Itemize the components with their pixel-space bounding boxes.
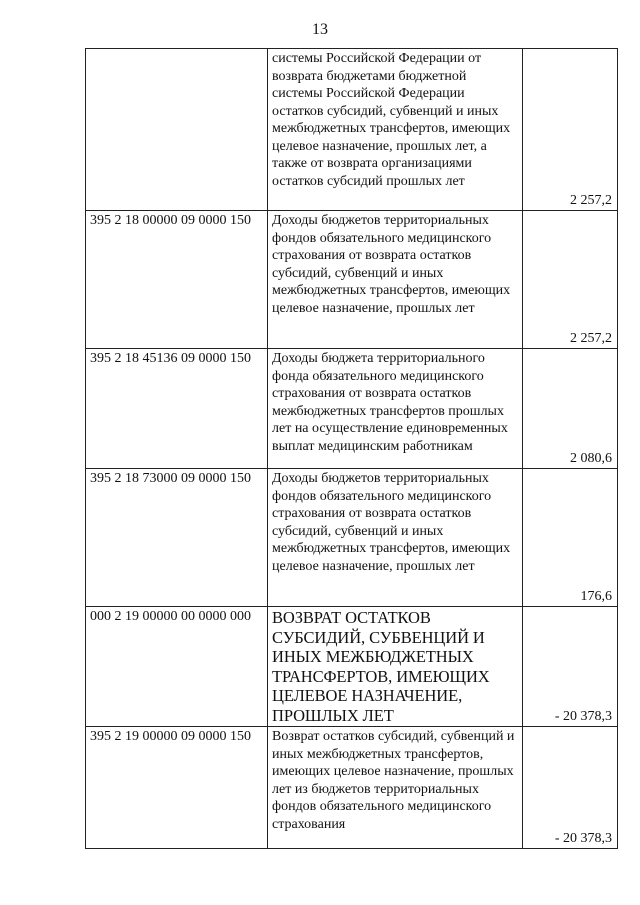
revenue-name — [268, 727, 523, 849]
revenue-name-text: ВОЗВРАТ ОСТАТКОВ СУБСИДИЙ, СУБВЕНЦИЙ И ИНЫХ МЕЖБЮДЖЕТНЫХ ТРАНСФЕРТОВ, ИМЕЮЩИХ ЦЕЛЕВОЕ НАЗНАЧЕНИЕ, ПРОШЛЫХ ЛЕТ — [272, 608, 490, 725]
table-body — [86, 49, 618, 849]
amount: 176,6 — [523, 469, 618, 607]
amount: 2 080,6 — [523, 349, 618, 469]
amount: - 20 378,3 — [523, 727, 618, 849]
table-row — [86, 349, 618, 469]
revenue-name — [268, 49, 523, 211]
revenue-name-text: Доходы бюджета территориального фонда обязательного медицинского страхования от возврата остатков межбюджетных трансфертов прошлых лет на осуществление единовременных выплат медицинским работникам — [272, 351, 508, 454]
revenue-name — [268, 469, 523, 607]
budget-code — [86, 49, 268, 211]
revenue-name — [268, 349, 523, 469]
budget-code: 395 2 18 73000 09 0000 150 — [86, 469, 268, 607]
budget-code: 395 2 19 00000 09 0000 150 — [86, 727, 268, 849]
revenue-name — [268, 607, 523, 727]
revenue-name-text: Доходы бюджетов территориальных фондов обязательного медицинского страхования от возврата остатков субсидий, субвенций и иных межбюджетных трансфертов, имеющих целевое назначение, прошлых лет — [272, 213, 511, 316]
revenue-name — [268, 211, 523, 349]
budget-code: 000 2 19 00000 00 0000 000 — [86, 607, 268, 727]
budget-code: 395 2 18 45136 09 0000 150 — [86, 349, 268, 469]
amount: 2 257,2 — [523, 49, 618, 211]
table-row — [86, 469, 618, 607]
table-row — [86, 49, 618, 211]
page-number: 13 — [312, 21, 328, 38]
table-row — [86, 211, 618, 349]
table-row — [86, 727, 618, 849]
amount: 2 257,2 — [523, 211, 618, 349]
revenue-name-text: системы Российской Федерации от возврата бюджетами бюджетной системы Российской Федерации остатков субсидий, субвенций и иных межбюджетных трансфертов, имеющих целевое назначение, прошлых лет, а также от возврата организациями остатков субсидий прошлых лет — [272, 51, 511, 189]
revenue-name-text: Возврат остатков субсидий, субвенций и иных межбюджетных трансфертов, имеющих целевое назначение, прошлых лет из бюджетов территориальных фондов обязательного медицинского страхования — [272, 729, 515, 832]
amount: - 20 378,3 — [523, 607, 618, 727]
table-row — [86, 607, 618, 727]
budget-code: 395 2 18 00000 09 0000 150 — [86, 211, 268, 349]
revenue-name-text: Доходы бюджетов территориальных фондов обязательного медицинского страхования от возврата остатков субсидий, субвенций и иных межбюджетных трансфертов, имеющих целевое назначение, прошлых лет — [272, 471, 511, 574]
budget-revenue-table — [85, 48, 618, 849]
